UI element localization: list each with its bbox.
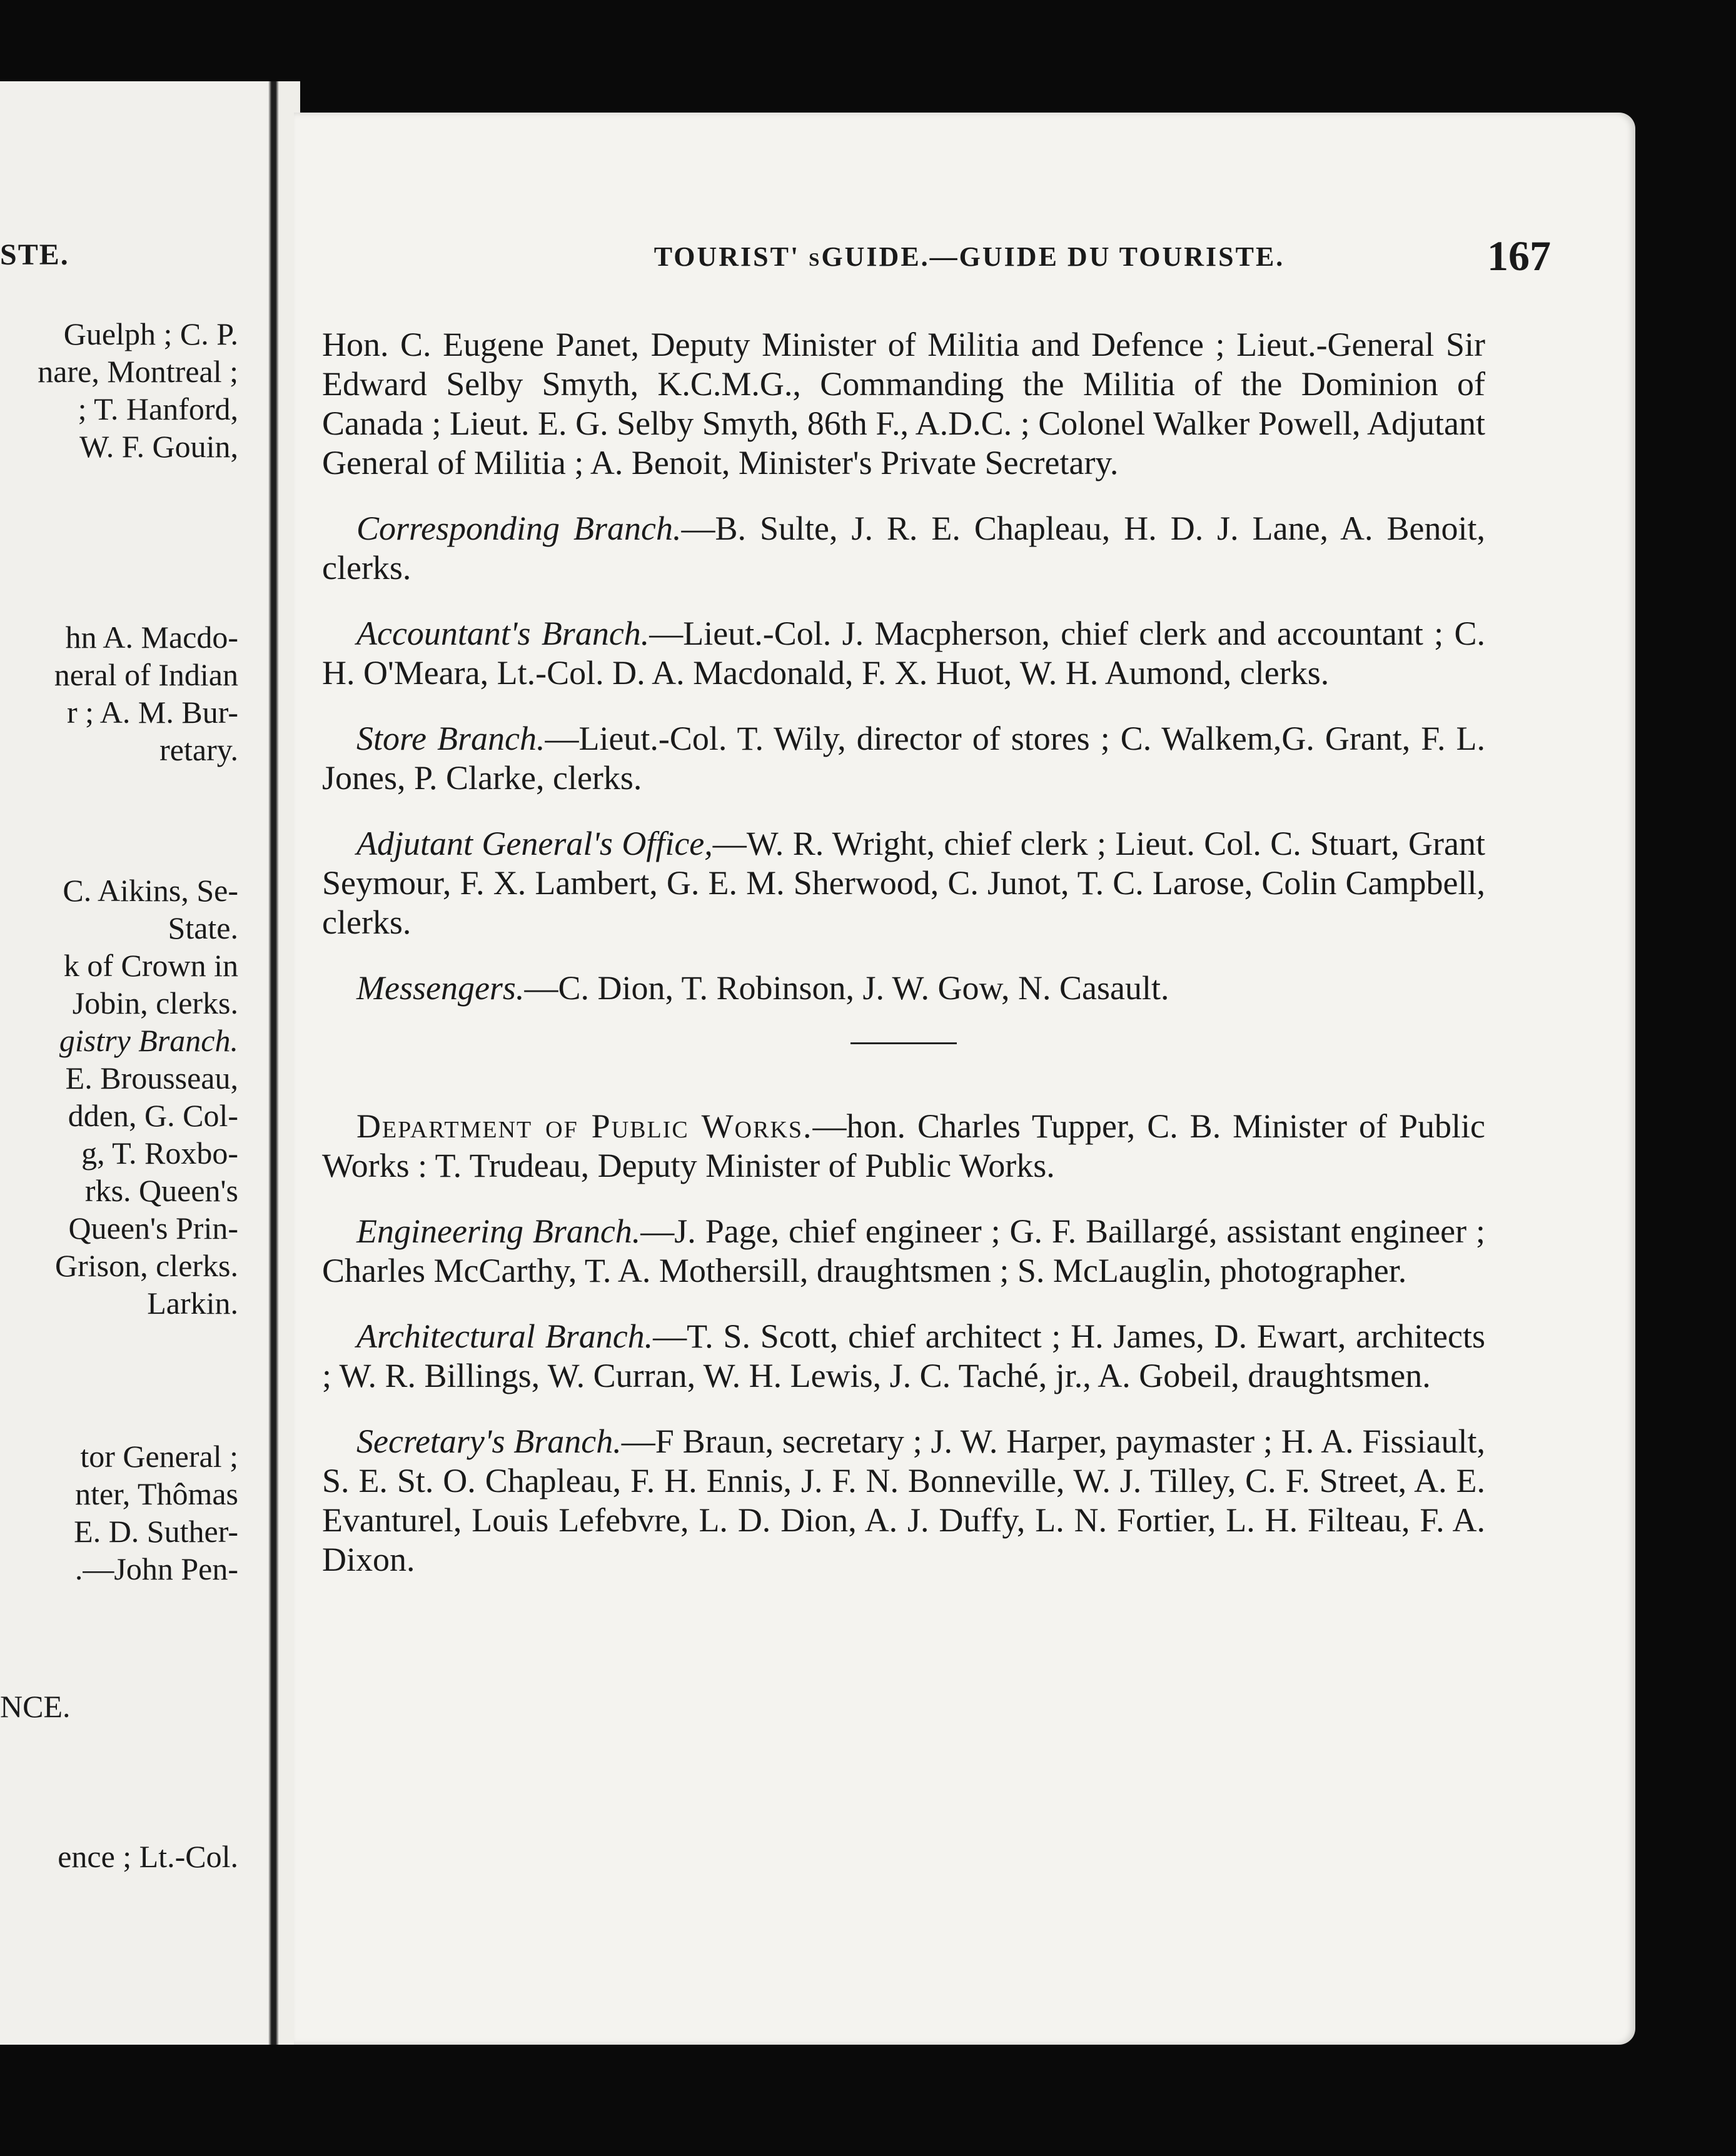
paragraph-text: —W. R. Wright, chief clerk ; Lieut. Col. C. Stuart, Grant Seymour, F. X. Lambert, G. E. M. Sherwood, C. Junot, T. C. Larose, Colin Campbell, clerks.	[322, 825, 1485, 941]
left-line: nter, Thômas	[75, 1476, 238, 1511]
paragraph-text: —T. S. Scott, chief architect ; H. James, D. Ewart, architects ; W. R. Billings, W. Curran, W. H. Lewis, J. C. Taché, jr., A. Gobeil, draughtsmen.	[322, 1317, 1485, 1394]
paragraph-lead: Store Branch.	[356, 720, 545, 757]
left-line: ence ; Lt.-Col.	[58, 1839, 238, 1874]
paragraph-store-branch	[322, 719, 1485, 798]
book-page	[294, 113, 1635, 2045]
left-line: E. Brousseau,	[65, 1060, 238, 1096]
paragraph-text: Hon. C. Eugene Panet, Deputy Minister of Militia and Defence ; Lieut.-General Sir Edward Selby Smyth, K.C.M.G., Commanding the Militia of the Dominion of Canada ; Lieut. E. G. Selby Smyth, 86th F., A.D.C. ; Colonel Walker Powell, Adjutant General of Militia ; A. Benoit, Minister's Private Secretary.	[322, 326, 1485, 481]
running-head: TOURIST' sGUIDE.—GUIDE DU TOURISTE.	[654, 241, 1285, 272]
paragraph-lead: Architectural Branch.	[356, 1317, 654, 1355]
left-page-header: STE.	[0, 238, 69, 271]
paragraph-lead: Adjutant General's Office,	[356, 825, 713, 862]
left-line: Grison, clerks.	[55, 1248, 238, 1283]
left-line: Guelph ; C. P.	[63, 316, 238, 351]
left-line: rks. Queen's	[84, 1173, 238, 1208]
left-line: nare, Montreal ;	[38, 354, 238, 389]
paragraph-text: —B. Sulte, J. R. E. Chapleau, H. D. J. Lane, A. Benoit, clerks.	[322, 510, 1485, 587]
left-line: Queen's Prin-	[68, 1211, 238, 1246]
paragraph-text: —Lieut.-Col. T. Wily, director of stores ; C. Walkem,G. Grant, F. L. Jones, P. Clarke, clerks.	[322, 720, 1486, 797]
paragraph-public-works	[322, 1107, 1485, 1186]
paragraph-text: —hon. Charles Tupper, C. B. Minister of Public Works : T. Trudeau, Deputy Minister of Public Works.	[322, 1107, 1485, 1184]
paragraph-text: —J. Page, chief engineer ; G. F. Baillargé, assistant engineer ; Charles McCarthy, T. A. Mothersill, draughtsmen ; S. McLauglin, photographer.	[322, 1212, 1485, 1289]
paragraph-lead: Messengers.	[356, 969, 525, 1007]
left-line: retary.	[159, 732, 238, 767]
left-line: State.	[168, 910, 238, 945]
left-line: E. D. Suther-	[74, 1514, 238, 1549]
left-line: k of Crown in	[63, 948, 238, 983]
paragraph-architectural-branch	[322, 1317, 1485, 1396]
left-line: neral of Indian	[54, 657, 238, 692]
left-line: W. F. Gouin,	[79, 429, 238, 464]
left-line: NCE.	[0, 1689, 71, 1724]
left-line: .—John Pen-	[74, 1551, 238, 1586]
left-facing-page	[0, 81, 247, 2045]
paragraph-lead: Accountant's Branch.	[356, 615, 650, 652]
paragraph-adjutant-office	[322, 824, 1485, 942]
page-number: 167	[1487, 232, 1551, 280]
left-line: tor General ;	[80, 1439, 238, 1474]
paragraph-corresponding-branch	[322, 509, 1485, 588]
left-line: gistry Branch.	[59, 1023, 238, 1058]
left-line: Larkin.	[147, 1286, 238, 1321]
paragraph-engineering-branch	[322, 1212, 1485, 1291]
paragraph-text: —C. Dion, T. Robinson, J. W. Gow, N. Casault.	[524, 969, 1169, 1007]
left-line: ; T. Hanford,	[78, 391, 238, 426]
page-body	[322, 325, 1485, 1606]
left-line: C. Aikins, Se-	[63, 873, 238, 908]
paragraph-secretarys-branch	[322, 1422, 1485, 1579]
left-line: dden, G. Col-	[68, 1098, 238, 1133]
paragraph-text: —F Braun, secretary ; J. W. Harper, paymaster ; H. A. Fissiault, S. E. St. O. Chapleau, F. H. Ennis, J. F. N. Bonneville, W. J. Tilley, C. F. Street, A. E. Evanturel, Louis Lefebvre, L. D. Dion, A. J. Duffy, L. N. Fortier, L. H. Filteau, F. A. Dixon.	[322, 1423, 1485, 1578]
paragraph-messengers	[322, 969, 1485, 1008]
left-line: hn A. Macdo-	[65, 620, 238, 655]
paragraph-text: —Lieut.-Col. J. Macpherson, chief clerk and accountant ; C. H. O'Meara, Lt.-Col. D. A. Macdonald, F. X. Huot, W. H. Aumond, clerks.	[322, 615, 1485, 692]
page-gutter	[247, 81, 300, 2045]
left-line: g, T. Roxbo-	[81, 1136, 238, 1171]
paragraph-lead: Corresponding Branch.	[356, 510, 682, 547]
department-heading: Department of Public Works.	[356, 1107, 813, 1145]
left-line: Jobin, clerks.	[72, 985, 238, 1020]
left-line: r ; A. M. Bur-	[67, 695, 238, 730]
section-divider	[850, 1042, 957, 1044]
paragraph-militia-intro	[322, 325, 1485, 483]
paragraph-lead: Engineering Branch.	[356, 1212, 641, 1250]
paragraph-lead: Secretary's Branch.	[356, 1423, 622, 1460]
paragraph-accountants-branch	[322, 614, 1485, 693]
